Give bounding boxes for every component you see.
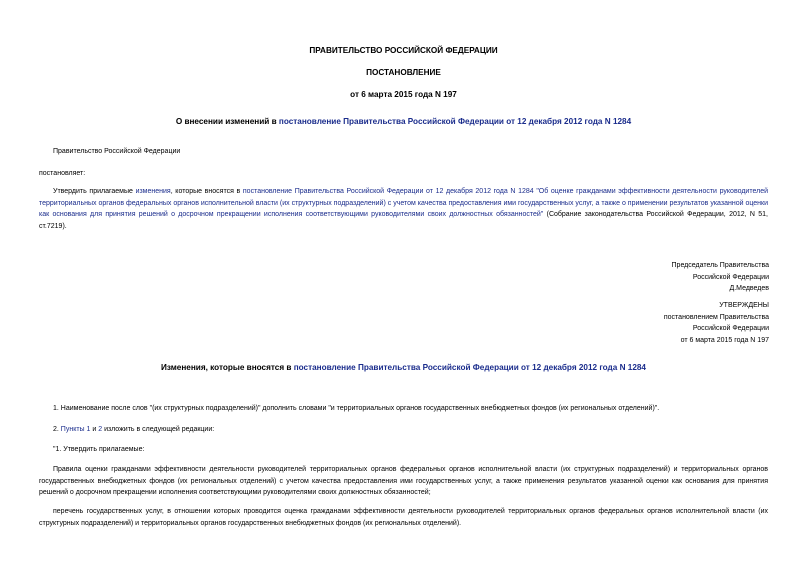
approved-block bbox=[664, 300, 769, 346]
amended-resolution-link[interactable]: постановление Правительства Российской Федерации от 12 декабря 2012 года N 1284 bbox=[278, 117, 632, 126]
approved-label: УТВЕРЖДЕНЫ bbox=[719, 302, 769, 309]
resolves-text: постановляет: bbox=[39, 170, 86, 177]
approve-text-1: Утвердить прилагаемые bbox=[53, 188, 136, 195]
approved-country: Российской Федерации bbox=[692, 325, 769, 332]
approved-date: от 6 марта 2015 года N 197 bbox=[680, 336, 769, 344]
changes-title-prefix: Изменения, которые вносятся в bbox=[161, 363, 294, 372]
document-title bbox=[0, 116, 807, 128]
change-item-2 bbox=[53, 424, 214, 436]
changes-title bbox=[0, 362, 807, 374]
resolution-1284-link[interactable]: постановление Правительства Российской Федерации от 12 декабря 2012 года N 1284 "Об оценке гражданами эффективности деятельности руководителей территориальных органов федеральных органов исполнительной власти (их структурных подразделений) с учетом качества предоставления ими государственных услуг, а также о применении результатов указанной оценки как основания для принятия решений о досрочном прекращении исполнения соответствующими руководителями своих должностных обязанностей" bbox=[39, 188, 768, 218]
signature-position: Председатель Правительства bbox=[671, 262, 769, 269]
document-title-prefix: О внесении изменений в bbox=[175, 117, 279, 126]
item-1-link[interactable]: Пункты 1 bbox=[60, 426, 91, 433]
issuer-text: Правительство Российской Федерации bbox=[53, 148, 181, 155]
approve-text-3: (Собрание законодательства Российской Федерации, 2012, N 51, ст.7219). bbox=[39, 211, 768, 230]
change-item-2-rest: изложить в следующей редакции: bbox=[102, 426, 215, 433]
item-2-link[interactable]: 2 bbox=[98, 426, 103, 433]
change-item-2-number: 2. bbox=[53, 426, 61, 433]
changes-resolution-link[interactable]: постановление Правительства Российской Федерации от 12 декабря 2012 года N 1284 bbox=[293, 363, 646, 372]
government-heading: ПРАВИТЕЛЬСТВО РОССИЙСКОЙ ФЕДЕРАЦИИ bbox=[309, 46, 498, 55]
quote-start: "1. Утвердить прилагаемые: bbox=[53, 446, 145, 453]
changes-link[interactable]: изменения bbox=[135, 188, 171, 195]
change-item-1: 1. Наименование после слов "(их структурных подразделений)" дополнить словами "и территориальных органов государственных внебюджетных фондов (их региональных отделений)". bbox=[53, 405, 660, 412]
approve-paragraph bbox=[39, 186, 768, 232]
signature-name: Д.Медведев bbox=[729, 285, 769, 292]
rules-paragraph: Правила оценки гражданами эффективности деятельности руководителей территориальных органов федеральных органов исполнительной власти (их структурных подразделений) и территориальных органов государственных внебюджетных фондов (их региональных отделений) с учетом качества предоставления ими государственных услуг, а также применения результатов указанной оценки как основания для принятия решений о досрочном прекращении исполнения соответствующими руководителями своих должностных обязанностей; bbox=[39, 466, 768, 496]
document-type-heading: ПОСТАНОВЛЕНИЕ bbox=[366, 68, 441, 77]
approve-text-2: , которые вносятся в bbox=[170, 188, 243, 195]
signature-block bbox=[672, 260, 769, 295]
services-list-paragraph: перечень государственных услуг, в отношении которых проводится оценка гражданами эффективности деятельности руководителей территориальных органов федеральных органов исполнительной власти (их структурных подразделений) и территориальных органов государственных внебюджетных фондов (их региональных отделений). bbox=[39, 508, 768, 527]
change-item-2-and: и bbox=[90, 426, 99, 433]
approved-by: постановлением Правительства bbox=[663, 313, 769, 321]
document-date-number: от 6 марта 2015 года N 197 bbox=[350, 90, 457, 99]
signature-country: Российской Федерации bbox=[692, 273, 769, 281]
